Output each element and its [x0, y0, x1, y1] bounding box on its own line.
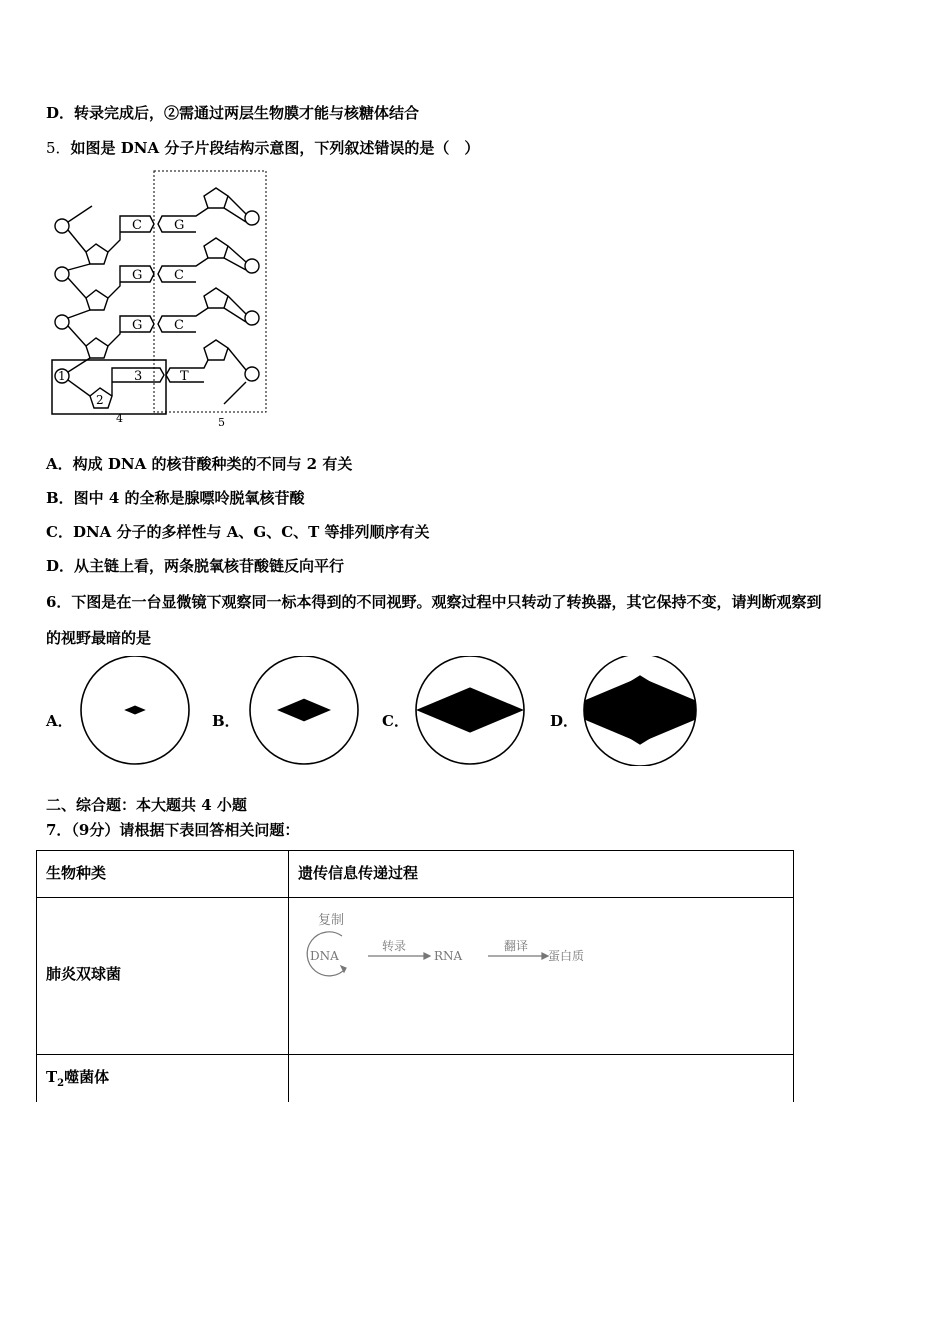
label-2: 2	[96, 393, 104, 407]
t2-sub: 2	[57, 1078, 65, 1089]
sugar	[86, 290, 108, 310]
table-header-process: 遗传信息传递过程	[298, 864, 419, 882]
specimen-diamond	[584, 675, 696, 744]
table-row2-species	[46, 1066, 109, 1089]
dna-label: DNA	[310, 949, 339, 963]
sugar	[204, 238, 228, 258]
t2-rest: 噬菌体	[64, 1068, 110, 1086]
protein-label: 蛋白质	[548, 949, 585, 963]
q6-stem-line2: 的视野最暗的是	[46, 629, 152, 647]
sugar	[204, 188, 228, 208]
phosphate	[245, 259, 259, 273]
label-1: 1	[58, 369, 66, 383]
base-label: C	[174, 268, 184, 283]
phosphate	[55, 315, 69, 329]
q7-table	[36, 850, 794, 1102]
base-label: 3	[134, 369, 143, 384]
base-label: T	[180, 369, 189, 384]
base-label: C	[174, 318, 184, 333]
specimen-diamond	[124, 705, 146, 714]
q6-option-a-label: A．	[46, 712, 73, 730]
q6-option-d-label: D．	[550, 712, 579, 730]
q5-option-d: D．从主链上看，两条脱氧核苷酸链反向平行	[46, 557, 345, 575]
specimen-diamond	[277, 699, 331, 722]
q5-number: 5．	[46, 139, 71, 157]
t2-main: T	[46, 1068, 58, 1086]
sugar	[204, 288, 228, 308]
q5-option-c: C．DNA 分子的多样性与 A、G、C、T 等排列顺序有关	[46, 523, 430, 541]
q4-option-d: D．转录完成后，②需通过两层生物膜才能与核糖体结合	[46, 104, 420, 122]
table-row1-species: 肺炎双球菌	[46, 965, 122, 983]
sugar	[204, 340, 228, 360]
microscope-fields	[46, 656, 746, 766]
phosphate	[245, 211, 259, 225]
rna-label: RNA	[434, 949, 463, 963]
base-label: G	[174, 218, 185, 233]
q5-stem-text: 如图是 DNA 分子片段结构示意图，下列叙述错误的是（ ）	[70, 139, 480, 157]
sugar	[86, 244, 108, 264]
replicate-label: 复制	[318, 913, 345, 928]
base-label: G	[132, 268, 143, 283]
transcribe-label: 转录	[382, 939, 407, 953]
q5-stem	[46, 138, 479, 158]
q6-stem-line1: 6．下图是在一台显微镜下观察同一标本得到的不同视野。观察过程中只转动了转换器，其它保持不变，请判断观察到	[46, 593, 822, 611]
central-dogma-flow	[298, 908, 618, 984]
sugar	[86, 338, 108, 358]
phosphate	[245, 311, 259, 325]
q5-option-b: B．图中 4 的全称是腺嘌呤脱氧核苷酸	[46, 489, 305, 507]
base-label: C	[132, 218, 142, 233]
q5-option-a: A．构成 DNA 的核苷酸种类的不同与 2 有关	[46, 455, 353, 473]
label-5: 5	[218, 416, 225, 429]
translate-label: 翻译	[504, 939, 529, 953]
phosphate	[245, 367, 259, 381]
phosphate	[55, 267, 69, 281]
base-label: G	[132, 318, 143, 333]
specimen-diamond	[416, 687, 524, 732]
label-4: 4	[116, 412, 123, 425]
q6-option-b-label: B．	[212, 712, 240, 730]
phosphate	[55, 219, 69, 233]
dna-structure-diagram	[46, 168, 286, 430]
q6-option-c-label: C．	[382, 712, 409, 730]
section2-heading: 二、综合题：本大题共 4 小题	[46, 796, 247, 814]
q7-stem: 7．（9分）请根据下表回答相关问题：	[46, 821, 300, 839]
table-header-species: 生物种类	[46, 864, 107, 882]
